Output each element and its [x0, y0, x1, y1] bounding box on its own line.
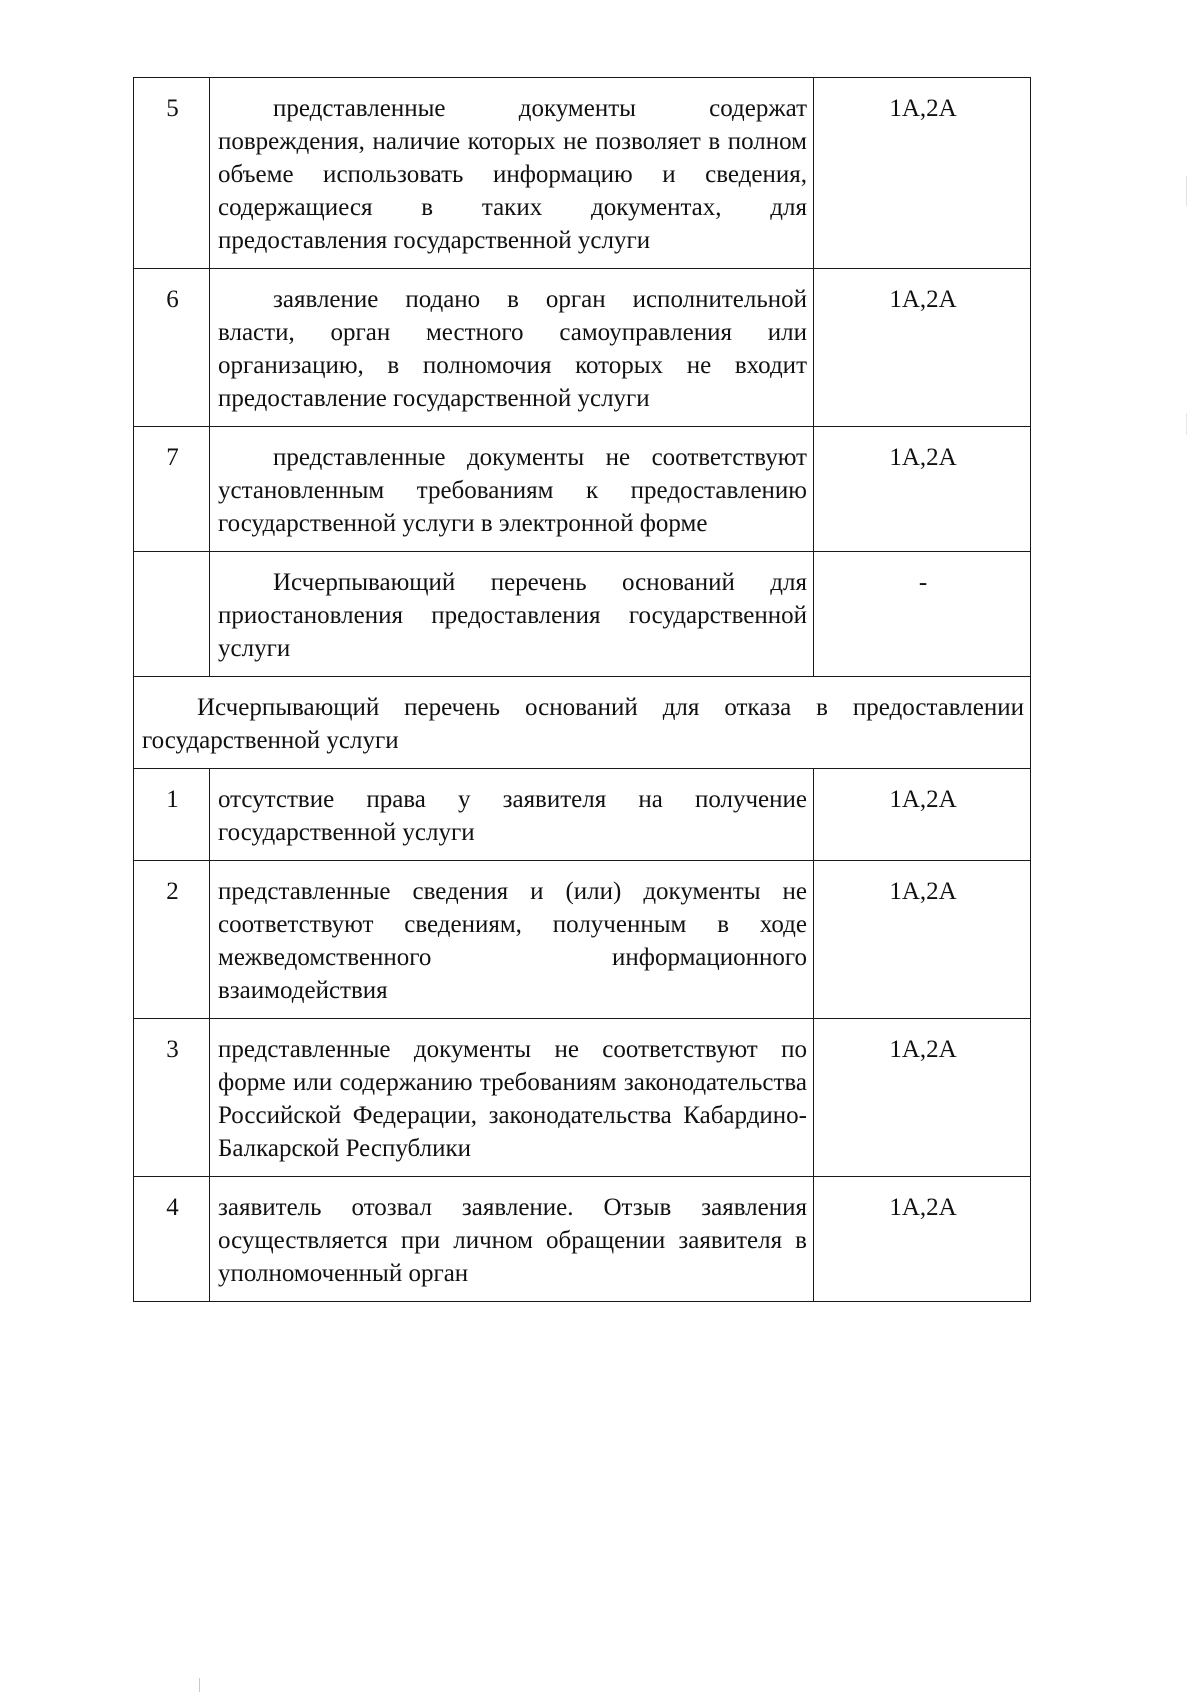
row-code: 1А,2А	[814, 1019, 1031, 1177]
row-text: представленные документы не соответствуют установленным требованиям к предоставлению государственной услуги в электронной форме	[210, 427, 814, 552]
scan-speck	[1186, 413, 1187, 435]
row-number: 6	[134, 269, 210, 427]
table-row	[134, 861, 1031, 1019]
table-row	[134, 1019, 1031, 1177]
table-row	[134, 427, 1031, 552]
row-code: 1А,2А	[814, 1177, 1031, 1302]
row-number: 3	[134, 1019, 210, 1177]
row-number: 4	[134, 1177, 210, 1302]
table-row	[134, 78, 1031, 269]
row-text: представленные документы содержат повреждения, наличие которых не позволяет в полном объеме использовать информацию и сведения, содержащиеся в таких документах, для предоставления государственной услуги	[210, 78, 814, 269]
row-code: 1А,2А	[814, 427, 1031, 552]
row-code: 1А,2А	[814, 269, 1031, 427]
row-number	[134, 552, 210, 677]
table-row	[134, 552, 1031, 677]
table-row	[134, 269, 1031, 427]
row-text: заявление подано в орган исполнительной власти, орган местного самоуправления или организацию, в полномочия которых не входит предоставление государственной услуги	[210, 269, 814, 427]
section-heading-row	[134, 677, 1031, 769]
row-code: -	[814, 552, 1031, 677]
section-heading: Исчерпывающий перечень оснований для отказа в предоставлении государственной услуги	[134, 677, 1031, 769]
table-row	[134, 1177, 1031, 1302]
row-number: 5	[134, 78, 210, 269]
row-text: Исчерпывающий перечень оснований для приостановления предоставления государственной услуги	[210, 552, 814, 677]
row-code: 1А,2А	[814, 861, 1031, 1019]
row-text: представленные сведения и (или) документы не соответствуют сведениям, полученным в ходе межведомственного информационного взаимодействия	[210, 861, 814, 1019]
scan-speck	[199, 1678, 200, 1692]
scan-speck	[1186, 176, 1187, 206]
row-number: 2	[134, 861, 210, 1019]
row-number: 7	[134, 427, 210, 552]
row-code: 1А,2А	[814, 769, 1031, 861]
row-text: отсутствие права у заявителя на получение государственной услуги	[210, 769, 814, 861]
grounds-table	[133, 77, 1031, 1302]
row-number: 1	[134, 769, 210, 861]
table-row	[134, 769, 1031, 861]
row-text: представленные документы не соответствуют по форме или содержанию требованиям законодательства Российской Федерации, законодательства Кабардино-Балкарской Республики	[210, 1019, 814, 1177]
row-text: заявитель отозвал заявление. Отзыв заявления осуществляется при личном обращении заявителя в уполномоченный орган	[210, 1177, 814, 1302]
row-code: 1А,2А	[814, 78, 1031, 269]
